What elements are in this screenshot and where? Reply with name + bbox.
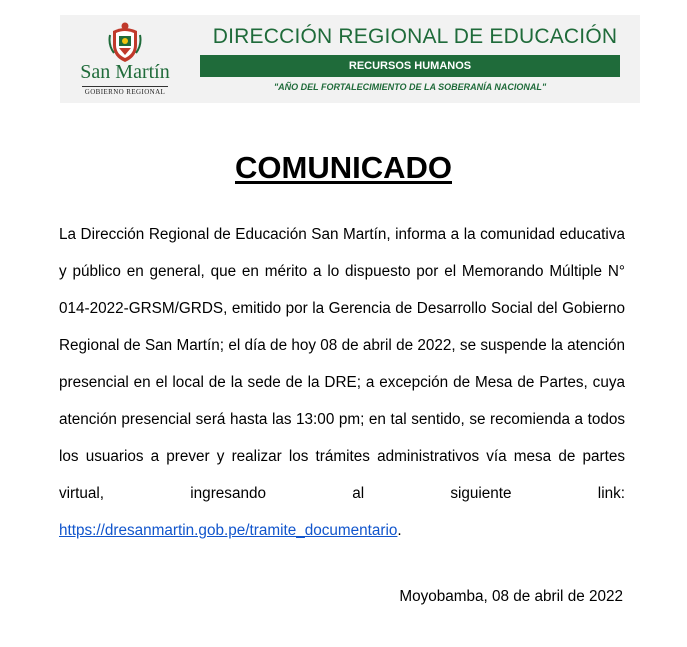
logo-divider xyxy=(82,86,168,87)
procedures-link[interactable]: https://dresanmartin.gob.pe/tramite_documentario xyxy=(59,522,398,539)
logo-subtitle: GOBIERNO REGIONAL xyxy=(84,88,166,96)
letterhead xyxy=(60,15,640,103)
year-motto: "AÑO DEL FORTALECIMIENTO DE LA SOBERANÍA NACIONAL" xyxy=(273,82,547,92)
regional-government-logo xyxy=(74,21,176,99)
institution-title: DIRECCIÓN REGIONAL DE EDUCACIÓN xyxy=(212,25,618,48)
announcement-end: . xyxy=(397,522,402,539)
place-and-date: Moyobamba, 08 de abril de 2022 xyxy=(399,588,623,605)
announcement-body xyxy=(59,216,625,549)
department-banner: RECURSOS HUMANOS xyxy=(200,55,620,77)
logo-name: San Martín xyxy=(80,61,170,83)
announcement-text: La Dirección Regional de Educación San Martín, informa a la comunidad educativa y público en general, que en mérito a lo dispuesto por el Memorando Múltiple N° 014-2022-GRSM/GRDS, emitido por la Gerencia de Desarrollo Social del Gobierno Regional de San Martín; el día de hoy 08 de abril de 2022, se suspende la atención presencial en el local de la sede de la DRE; a excepción de Mesa de Partes, cuya atención presencial será hasta las 13:00 pm; en tal sentido, se recomienda a todos los usuarios a prever y realizar los trámites administrativos vía mesa de partes virtual, ingresando al siguiente link: xyxy=(59,226,625,502)
coat-of-arms-icon xyxy=(107,21,143,63)
document-title: COMUNICADO xyxy=(235,150,452,185)
